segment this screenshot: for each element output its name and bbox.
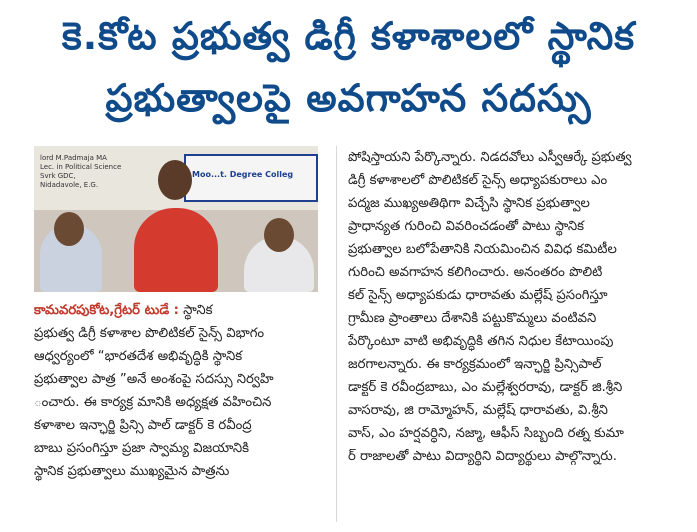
person-right-head bbox=[264, 218, 294, 252]
article-line: ప్రభుత్వ డిగ్రీ కళాశాల పొలిటికల్ సైన్స్ విభాగం bbox=[34, 326, 265, 341]
article-line: పోషిస్తాయని పేర్కొన్నారు. నిడదవోలు ఎస్వీఆర్కే ప్రభుత్వ bbox=[348, 150, 632, 165]
article-line: గ్రామీణ ప్రాంతాలు దేశానికి పట్టుకొమ్మలు వంటివని bbox=[348, 311, 597, 326]
article-column-1 bbox=[34, 299, 324, 483]
article-line: పద్మజ ముఖ్యఅతిథిగా విచ్చేసి స్థానిక ప్రభుత్వాల bbox=[348, 196, 590, 211]
column-divider bbox=[336, 146, 337, 522]
banner-line: Lec. in Political Science bbox=[40, 163, 122, 171]
banner-right-sign bbox=[184, 154, 318, 202]
banner-line: lord M.Padmaja MA bbox=[40, 154, 107, 162]
banner-line: Svrk GDC, bbox=[40, 172, 76, 180]
article-line: పేర్కొంటూ వాటి అభివృద్ధికి తగిన నిధుల కేటాయింపు bbox=[348, 334, 614, 349]
article-line: ప్రాధాన్యత గురించి వివరించడంతో పాటు స్థానిక bbox=[348, 219, 585, 234]
article-line bbox=[34, 299, 324, 322]
article-column-2 bbox=[348, 146, 680, 468]
banner-left-text bbox=[34, 154, 150, 190]
article-line: కళాశాల ఇన్ఛార్జి ప్రిన్సి పాల్ డాక్టర్ కె రవీంద్ర bbox=[34, 418, 252, 433]
article-line: స్థానిక ప్రభుత్వాలు ముఖ్యమైన పాత్రను bbox=[34, 464, 230, 479]
person-left-head bbox=[54, 212, 84, 246]
article-line: వాసరావు, జి రామ్మోహన్, మల్లేష్ ధారావతు, వి.శ్రీని bbox=[348, 403, 608, 418]
person-speaker-head bbox=[158, 160, 192, 200]
article-line: వాస్, ఎం హర్షవర్ధిని, నజ్మా, ఆఫీస్ సిబ్బంది రత్న కుమా bbox=[348, 426, 624, 441]
article-line: బాబు ప్రసంగిస్తూ ప్రజా స్వామ్య విజయానికి bbox=[34, 441, 250, 456]
article-line: జరగాలన్నారు. ఈ కార్యక్రమంలో ఇన్ఛార్జి ప్రిన్సిపాల్ bbox=[348, 357, 602, 372]
headline bbox=[0, 0, 697, 138]
article-line: ప్రభుత్వాల బలోపేతానికి నియమించిన వివిధ కమిటీల bbox=[348, 242, 617, 257]
dateline: కామవరపుకోట,గ్రేటర్ టుడే : bbox=[34, 303, 179, 318]
person-speaker bbox=[134, 208, 218, 292]
banner-right-text: Moo...t. Degree Colleg bbox=[192, 170, 294, 179]
banner-line: Nidadavole, E.G. bbox=[40, 181, 99, 189]
headline-line-2: ప్రభుత్వాలపై అవగాహన సదస్సు bbox=[105, 76, 592, 120]
news-photo bbox=[34, 146, 318, 292]
article-line: కల్ సైన్స్ అధ్యాపకుడు ధారావతు మల్లేష్ ప్రసంగిస్తూ bbox=[348, 288, 608, 303]
article-line: డాక్టర్ కె రవీంద్రబాబు, ఎం మల్లేశ్వరరావు, డాక్టర్ జి.శ్రీని bbox=[348, 380, 623, 395]
article-line: గురించి అవగాహన కలిగించారు. అనంతరం పొలిటి bbox=[348, 265, 603, 280]
article-line: ర్ రాజాలతో పాటు విద్యార్థిని విద్యార్థులు పాల్గొన్నారు. bbox=[348, 449, 617, 464]
article-line: ంచారు. ఈ కార్యక్ర మానికి అధ్యక్షత వహించిన bbox=[34, 395, 272, 410]
headline-line-1: కె.కోట ప్రభుత్వ డిగ్రీ కళాశాలలో స్థానిక bbox=[61, 14, 636, 58]
article-line: ప్రభుత్వాల పాత్ర ”అనే అంశంపై సదస్సు నిర్వహి bbox=[34, 372, 274, 387]
article-line: ఆధ్వర్యంలో “భారతదేశ అభివృద్ధికి స్థానిక bbox=[34, 349, 243, 364]
article-line: డిగ్రీ కళాశాలలో పొలిటికల్ సైన్స్ అధ్యాపకురాలు ఎం bbox=[348, 173, 608, 188]
article-text: స్థానిక bbox=[183, 303, 213, 318]
